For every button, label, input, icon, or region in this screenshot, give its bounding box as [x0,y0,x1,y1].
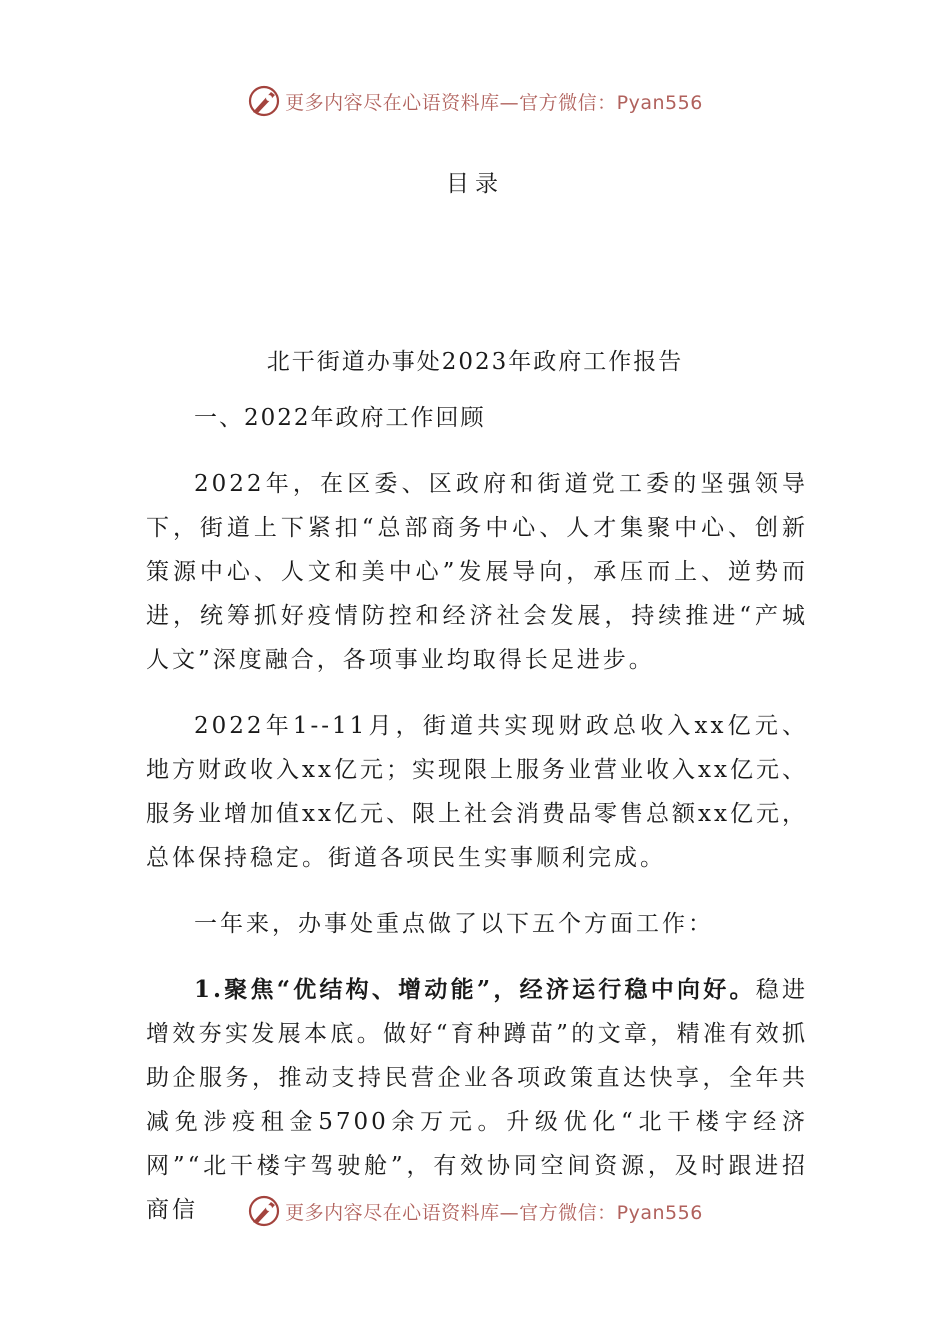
section-heading: 一、2022年政府工作回顾 [194,405,486,431]
paragraph-text: 一年来，办事处重点做了以下五个方面工作： [194,911,714,937]
paragraph [146,704,808,880]
paragraph-text: 2022年1--11月，街道共实现财政总收入xx亿元、地方财政收入xx亿元；实现限上服务业营业收入xx亿元、服务业增加值xx亿元、限上社会消费品零售总额xx亿元，总体保持稳定。街道各项民生实事顺利完成。 [146,713,808,871]
pen-circle-logo-icon [247,1194,281,1228]
toc-title: 目录 [446,171,504,197]
paragraph-text: 2022年，在区委、区政府和街道党工委的坚强领导下，街道上下紧扣“总部商务中心、人才集聚中心、创新策源中心、人文和美中心”发展导向，承压而上、逆势而进，统筹抓好疫情防控和经济社会发展，持续推进“产城人文”深度融合，各项事业均取得长足进步。 [146,471,808,673]
paragraph-lead: 1.聚焦“优结构、增动能”，经济运行稳中向好。 [194,976,756,1003]
watermark-text: 更多内容尽在心语资料库—官方微信：Pyan556 [285,91,703,114]
watermark-text: 更多内容尽在心语资料库—官方微信：Pyan556 [285,1201,703,1224]
paragraph [146,968,808,1232]
watermark-footer [0,1194,950,1228]
paragraph [146,462,808,682]
document-title: 北干街道办事处2023年政府工作报告 [266,349,684,375]
watermark-header [0,84,950,118]
document-body [146,398,808,1254]
pen-circle-logo-icon [247,84,281,118]
paragraph-text: 稳进增效夯实发展本底。做好“育种蹲苗”的文章，精准有效抓助企服务，推动支持民营企业各项政策直达快享，全年共减免涉疫租金5700余万元。升级优化“北干楼宇经济网”“北干楼宇驾驶舱”，有效协同空间资源，及时跟进招商信 [146,977,808,1223]
paragraph [146,902,808,946]
